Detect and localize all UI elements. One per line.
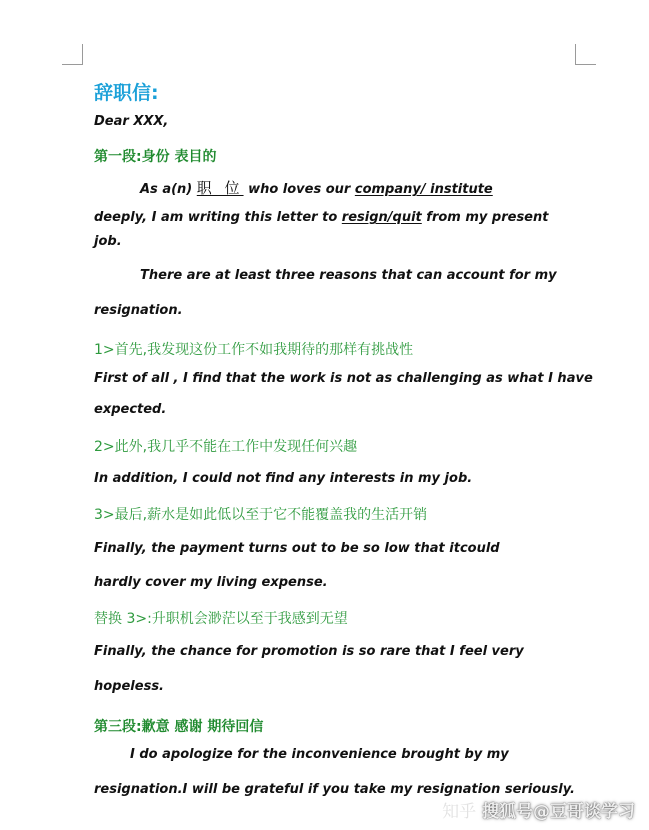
section3-heading: 第三段:歉意 感谢 期待回信 <box>94 719 264 735</box>
reason2-chinese: 2>此外,我几乎不能在工作中发现任何兴趣 <box>94 439 358 455</box>
watermark-text: 搜狐号@豆哥谈学习 <box>482 802 635 822</box>
reason3-english-line2: hardly cover my living expense. <box>94 575 328 590</box>
page-corner-mark-top-left <box>62 44 83 65</box>
paragraph1-line3: job. <box>94 234 122 249</box>
reason1-chinese: 1>首先,我发现这份工作不如我期待的那样有挑战性 <box>94 342 414 358</box>
section1-heading: 第一段:身份 表目的 <box>94 149 217 165</box>
alternative-reason3-english-line1: Finally, the chance for promotion is so rare that I feel very <box>94 644 524 659</box>
page-corner-mark-top-right <box>575 44 596 65</box>
alternative-reason3-chinese: 替换 3>:升职机会渺茫以至于我感到无望 <box>94 611 348 627</box>
paragraph3-line2: resignation.I will be grateful if you take my resignation seriously. <box>94 782 575 797</box>
paragraph1-line1 <box>140 177 493 198</box>
paragraph3-line1: I do apologize for the inconvenience brought by my <box>130 747 509 762</box>
watermark <box>442 797 635 822</box>
p1-pre-text: As a(n) <box>140 182 197 197</box>
watermark-faint-text: 知乎 <box>442 802 477 822</box>
position-placeholder: 职 位 <box>196 179 244 197</box>
reason1-english-line1: First of all , I find that the work is not as challenging as what I have <box>94 371 593 386</box>
resign-quit-text: resign/quit <box>341 210 422 225</box>
p1-line2-pre: deeply, I am writing this letter to <box>94 210 342 225</box>
paragraph2-line2: resignation. <box>94 303 183 318</box>
p1-mid-text: who loves our <box>243 182 355 197</box>
salutation: Dear XXX, <box>94 114 169 129</box>
p1-line2-post: from my present <box>421 210 549 225</box>
reason3-chinese: 3>最后,薪水是如此低以至于它不能覆盖我的生活开销 <box>94 507 428 523</box>
reason3-english-line1: Finally, the payment turns out to be so low that itcould <box>94 541 500 556</box>
paragraph2-line1: There are at least three reasons that can account for my <box>140 268 557 283</box>
letter-title: 辞职信: <box>94 82 159 104</box>
reason1-english-line2: expected. <box>94 402 167 417</box>
reason2-english: In addition, I could not find any interests in my job. <box>94 471 473 486</box>
alternative-reason3-english-line2: hopeless. <box>94 679 164 694</box>
company-institute-text: company/ institute <box>354 182 493 197</box>
paragraph1-line2 <box>94 210 548 225</box>
